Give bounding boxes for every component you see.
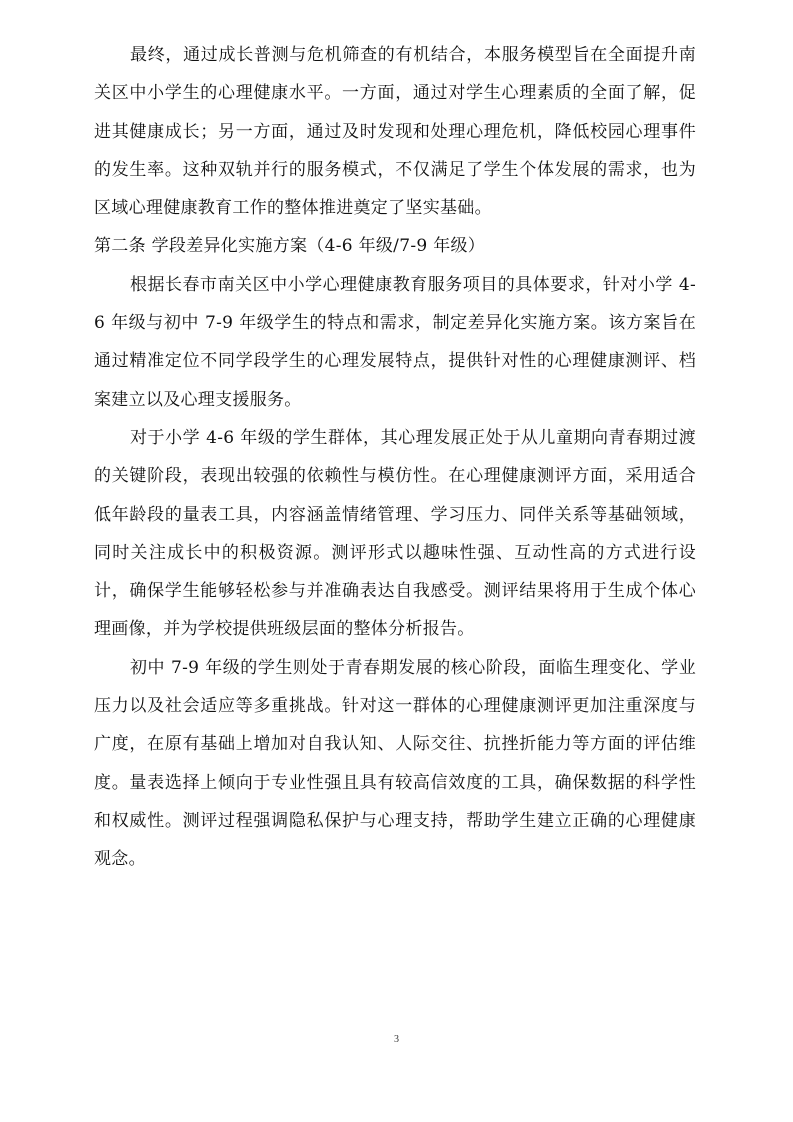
body-paragraph: 最终，通过成长普测与危机筛查的有机结合，本服务模型旨在全面提升南关区中小学生的心理健康水平。一方面，通过对学生心理素质的全面了解，促进其健康成长；另一方面，通过及时发现和处理心理危机，降低校园心理事件的发生率。这种双轨并行的服务模式，不仅满足了学生个体发展的需求，也为区域心理健康教育工作的整体推进奠定了坚实基础。 [94,45,696,219]
page-number: 3 [394,1034,399,1045]
body-paragraph: 根据长春市南关区中小学心理健康教育服务项目的具体要求，针对小学 4-6 年级与初中 7-9 年级学生的特点和需求，制定差异化实施方案。该方案旨在通过精准定位不同学段学生的心理发展特点，提供针对性的心理健康测评、档案建立以及心理支援服务。 [94,274,696,410]
document-body [94,36,696,879]
body-paragraph: 初中 7-9 年级的学生则处于青春期发展的核心阶段，面临生理变化、学业压力以及社会适应等多重挑战。针对这一群体的心理健康测评更加注重深度与广度，在原有基础上增加对自我认知、人际交往、抗挫折能力等方面的评估维度。量表选择上倾向于专业性强且具有较高信效度的工具，确保数据的科学性和权威性。测评过程强调隐私保护与心理支持，帮助学生建立正确的心理健康观念。 [94,657,696,870]
section-heading: 第二条 学段差异化实施方案（4-6 年级/7-9 年级） [94,236,486,257]
body-paragraph: 对于小学 4-6 年级的学生群体，其心理发展正处于从儿童期向青春期过渡的关键阶段，表现出较强的依赖性与模仿性。在心理健康测评方面，采用适合低年龄段的量表工具，内容涵盖情绪管理、学习压力、同伴关系等基础领域，同时关注成长中的积极资源。测评形式以趣味性强、互动性高的方式进行设计，确保学生能够轻松参与并准确表达自我感受。测评结果将用于生成个体心理画像，并为学校提供班级层面的整体分析报告。 [94,427,696,640]
